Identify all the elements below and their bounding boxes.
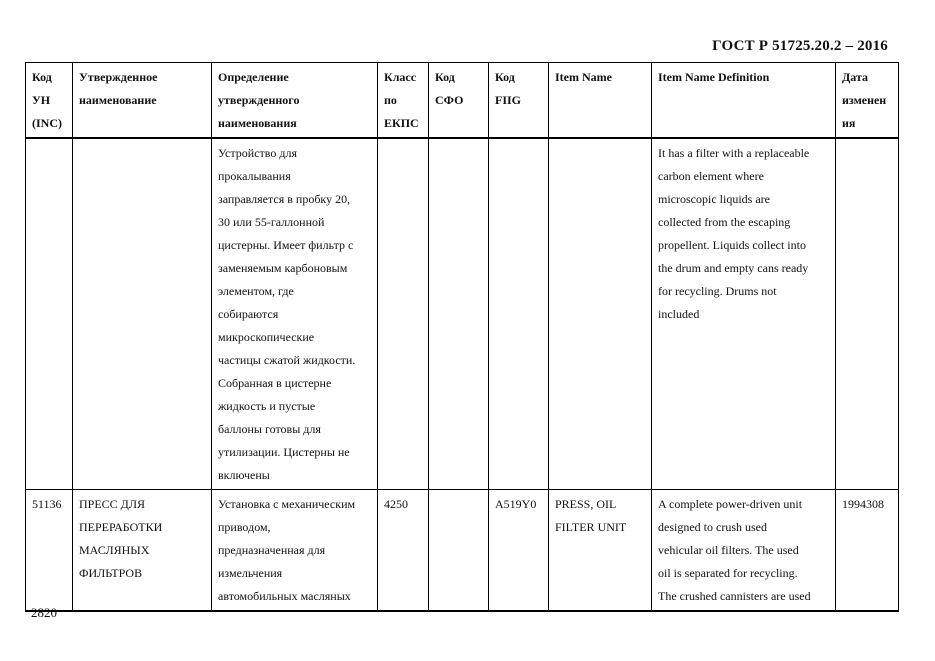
- column-header-line: Класс: [384, 70, 417, 84]
- cell-text-line: carbon element where: [658, 169, 764, 183]
- cell-text-line: МАСЛЯНЫХ: [79, 543, 150, 557]
- cell-text-line: propellent. Liquids collect into: [658, 238, 806, 252]
- cell-text-line: заменяемым карбоновым: [218, 261, 348, 275]
- cell-text-line: собираются: [218, 307, 279, 321]
- cell-text-line: ПЕРЕРАБОТКИ: [79, 520, 163, 534]
- column-header-line: изменен: [842, 93, 887, 107]
- column-header-line: Код: [32, 70, 52, 84]
- cell-text-line: жидкость и пустые: [218, 399, 316, 413]
- cell-text-line: The crushed cannisters are used: [658, 589, 811, 603]
- table-cell-approved-name: [73, 490, 212, 612]
- cell-text-line: предназначенная для: [218, 543, 326, 557]
- cell-text-line: vehicular oil filters. The used: [658, 543, 799, 557]
- cell-text-line: FILTER UNIT: [555, 520, 627, 534]
- page-number: 2820: [31, 605, 57, 620]
- cell-text-line: частицы сжатой жидкости.: [218, 353, 356, 367]
- cell-text-line: прокалывания: [218, 169, 291, 183]
- table-cell-item-name: [549, 138, 652, 490]
- cell-text-line: микроскопические: [218, 330, 315, 344]
- table-cell-change-date: [836, 490, 899, 612]
- table-cell-item-name: [549, 490, 652, 612]
- table-cell-item-name-definition: [652, 490, 836, 612]
- cell-text-line: 51136: [32, 497, 62, 511]
- table-body: [26, 138, 899, 611]
- column-header-line: по: [384, 93, 397, 107]
- column-header-line: Код: [495, 70, 515, 84]
- cell-text-line: collected from the escaping: [658, 215, 791, 229]
- cell-text-line: PRESS, OIL: [555, 497, 617, 511]
- table-cell-fiig-code: [489, 490, 549, 612]
- cell-text-line: утилизации. Цистерны не: [218, 445, 350, 459]
- column-header-line: ЕКПС: [384, 116, 419, 130]
- cell-text-line: Установка с механическим: [218, 497, 356, 511]
- column-header-line: ия: [842, 116, 856, 130]
- cell-text-line: включены: [218, 468, 270, 482]
- table-cell-change-date: [836, 138, 899, 490]
- column-header-line: (INC): [32, 116, 62, 130]
- column-header-change-date: [836, 63, 899, 139]
- cell-text-line: 30 или 55-галлонной: [218, 215, 325, 229]
- cell-text-line: автомобильных масляных: [218, 589, 351, 603]
- column-header-approved-name: [73, 63, 212, 139]
- cell-text-line: oil is separated for recycling.: [658, 566, 798, 580]
- column-header-line: Дата: [842, 70, 868, 84]
- table-cell-sfo-code: [429, 490, 489, 612]
- column-header-line: наименование: [79, 93, 157, 107]
- cell-text-line: элементом, где: [218, 284, 294, 298]
- column-header-line: УН: [32, 93, 51, 107]
- cell-text-line: A complete power-driven unit: [658, 497, 803, 511]
- cell-text-line: Собранная в цистерне: [218, 376, 332, 390]
- column-header-item-name: [549, 63, 652, 139]
- column-header-inc-code: [26, 63, 73, 139]
- table-cell-inc-code: [26, 138, 73, 490]
- cell-text-line: for recycling. Drums not: [658, 284, 777, 298]
- column-header-item-name-definition: [652, 63, 836, 139]
- cell-text-line: included: [658, 307, 700, 321]
- table-cell-inc-code: [26, 490, 73, 612]
- document-standard-header: ГОСТ Р 51725.20.2 – 2016: [712, 38, 888, 54]
- table-cell-item-name-definition: [652, 138, 836, 490]
- column-header-line: Утвержденное: [79, 70, 158, 84]
- table-header-row: [26, 63, 899, 139]
- column-header-line: Код: [435, 70, 455, 84]
- cell-text-line: ФИЛЬТРОВ: [79, 566, 143, 580]
- column-header-line: наименования: [218, 116, 297, 130]
- table-cell-sfo-code: [429, 138, 489, 490]
- cell-text-line: измельчения: [218, 566, 283, 580]
- cell-text-line: designed to crush used: [658, 520, 767, 534]
- cell-text-line: приводом,: [218, 520, 271, 534]
- column-header-line: Item Name Definition: [658, 70, 770, 84]
- cell-text-line: A519Y0: [495, 497, 537, 511]
- column-header-sfo-code: [429, 63, 489, 139]
- column-header-name-definition: [212, 63, 378, 139]
- table-cell-fiig-code: [489, 138, 549, 490]
- cell-text-line: заправляется в пробку 20,: [218, 192, 351, 206]
- table-cell-ekps-class: [378, 138, 429, 490]
- cell-text-line: цистерны. Имеет фильтр с: [218, 238, 354, 252]
- column-header-line: утвержденного: [218, 93, 300, 107]
- table-cell-approved-name: [73, 138, 212, 490]
- column-header-line: СФО: [435, 93, 464, 107]
- cell-text-line: the drum and empty cans ready: [658, 261, 809, 275]
- column-header-line: Item Name: [555, 70, 612, 84]
- column-header-ekps-class: [378, 63, 429, 139]
- column-header-line: FIIG: [495, 93, 522, 107]
- cell-text-line: баллоны готовы для: [218, 422, 321, 436]
- cell-text-line: microscopic liquids are: [658, 192, 770, 206]
- classification-table: [25, 62, 899, 612]
- cell-text-line: 1994308: [842, 497, 884, 511]
- table-cell-name-definition: [212, 138, 378, 490]
- cell-text-line: Устройство для: [218, 146, 297, 160]
- cell-text-line: ПРЕСС ДЛЯ: [79, 497, 146, 511]
- cell-text-line: 4250: [384, 497, 408, 511]
- table-row: [26, 490, 899, 612]
- column-header-fiig-code: [489, 63, 549, 139]
- cell-text-line: It has a filter with a replaceable: [658, 146, 810, 160]
- table-cell-name-definition: [212, 490, 378, 612]
- column-header-line: Определение: [218, 70, 289, 84]
- table-cell-ekps-class: [378, 490, 429, 612]
- table-row: [26, 138, 899, 490]
